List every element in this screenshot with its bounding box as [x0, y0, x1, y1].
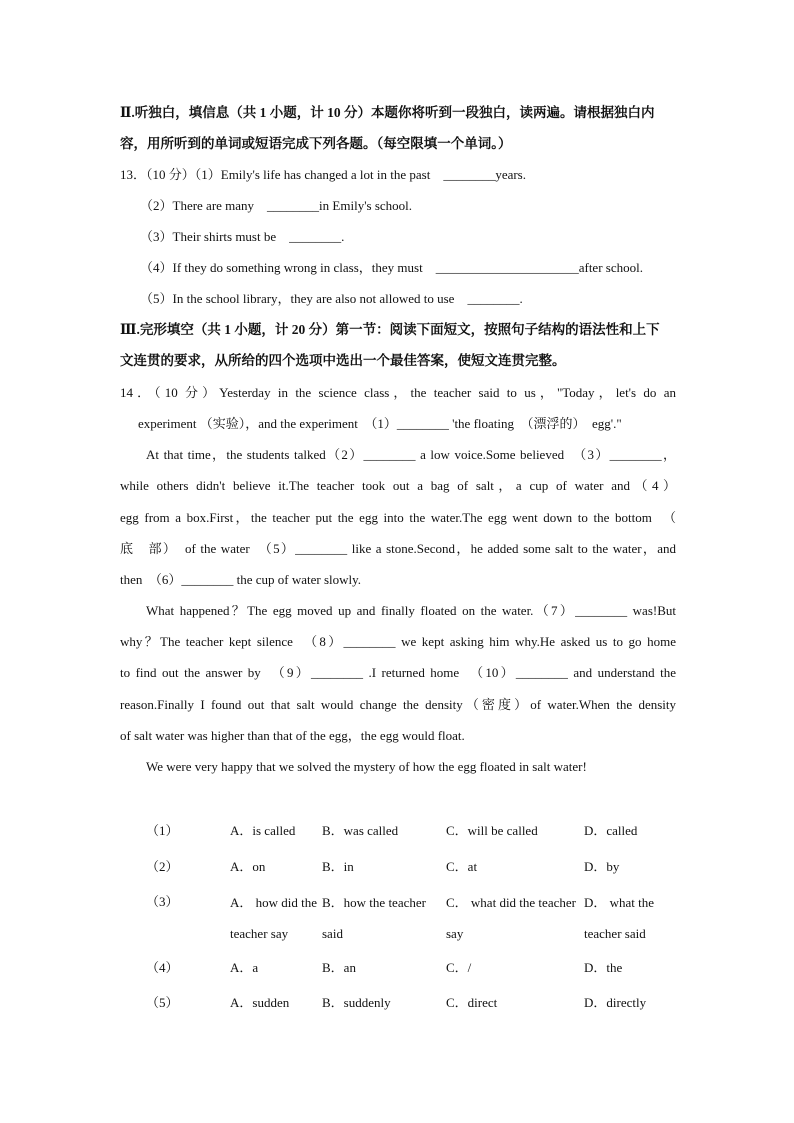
passage-line-8: What happened？The egg moved up and finally floated on the water.（7）________ was!But: [146, 603, 676, 618]
passage-line-7: then （6）________ the cup of water slowly.: [120, 572, 362, 587]
option-a: A． how did the teacher say: [230, 895, 318, 941]
passage-line-2: experiment （实验），and the experiment （1）________ 'the floating （漂浮的） egg'.": [138, 416, 622, 431]
option-b: B．an: [322, 960, 356, 975]
option-b: B．in: [322, 859, 354, 874]
passage-line-12: of salt water was higher than that of the egg，the egg would float.: [120, 728, 465, 743]
passage-line-5: egg from a box.First，the teacher put the egg into the water.The egg went down to the bottom （: [120, 510, 676, 525]
option-a: A．a: [230, 960, 259, 975]
section3-heading-line2: 文连贯的要求，从所给的四个选项中选出一个最佳答案，使短文连贯完整。: [120, 353, 566, 368]
option-d: D． what the teacher said: [584, 895, 655, 941]
passage-line-11: reason.Finally I found out that salt would change the density（密度）of water.When the density: [120, 697, 676, 712]
option-number: （1）: [146, 823, 179, 838]
option-b: B．was called: [322, 823, 399, 838]
passage-line-1: 14．（10 分）Yesterday in the science class，the teacher said to us，"Today，let's do an: [120, 385, 676, 400]
passage-line-6: 底 部） of the water （5）________ like a stone.Second，he added some salt to the water，and: [120, 541, 676, 556]
option-d: D．directly: [584, 995, 647, 1010]
passage-line-13: We were very happy that we solved the mystery of how the egg floated in salt water!: [146, 759, 587, 774]
passage-line-4: while others didn't believe it.The teacher took out a bag of salt，a cup of water and（4）: [120, 478, 676, 493]
option-number: （3）: [146, 894, 179, 909]
passage-line-3: At that time，the students talked（2）________ a low voice.Some believed （3）________，: [146, 447, 676, 462]
q13-line-3: （3）Their shirts must be ________.: [140, 229, 345, 244]
option-a: A．is called: [230, 823, 296, 838]
option-a: A．sudden: [230, 995, 290, 1010]
option-c: C．/: [446, 960, 472, 975]
passage-line-9: why？The teacher kept silence （8）________ we kept asking him why.He asked us to go home: [120, 634, 676, 649]
option-c: C．will be called: [446, 823, 538, 838]
q13-line-5: （5）In the school library，they are also not allowed to use ________.: [140, 291, 523, 306]
section2-heading-line1: Ⅱ.听独白，填信息（共 1 小题，计 10 分）本题你将听到一段独白，读两遍。请根据独白内: [120, 105, 655, 120]
option-d: D．called: [584, 823, 638, 838]
q13-line-2: （2）There are many ________in Emily's school.: [140, 198, 413, 213]
section2-heading-line2: 容，用所听到的单词或短语完成下列各题。（每空限填一个单词。）: [120, 136, 512, 151]
section3-heading-line1: Ⅲ.完形填空（共 1 小题，计 20 分）第一节：阅读下面短文，按照句子结构的语法性和上下: [120, 322, 660, 337]
option-number: （2）: [146, 859, 179, 874]
option-b: B．suddenly: [322, 995, 391, 1010]
q13-line-4: （4）If they do something wrong in class，they must ______________________after school.: [140, 260, 643, 275]
option-number: （4）: [146, 960, 179, 975]
passage-line-10: to find out the answer by （9）________ .I returned home （10）________ and understand the: [120, 665, 676, 680]
option-d: D．by: [584, 859, 620, 874]
option-c: C．direct: [446, 995, 498, 1010]
option-b: B．how the teacher said: [322, 895, 426, 941]
option-d: D．the: [584, 960, 623, 975]
option-number: （5）: [146, 995, 179, 1010]
option-c: C．at: [446, 859, 478, 874]
option-a: A．on: [230, 859, 266, 874]
q13-line-1: 13．（10 分）（1）Emily's life has changed a lot in the past ________years.: [120, 167, 526, 182]
option-c: C． what did the teacher say: [446, 895, 576, 941]
